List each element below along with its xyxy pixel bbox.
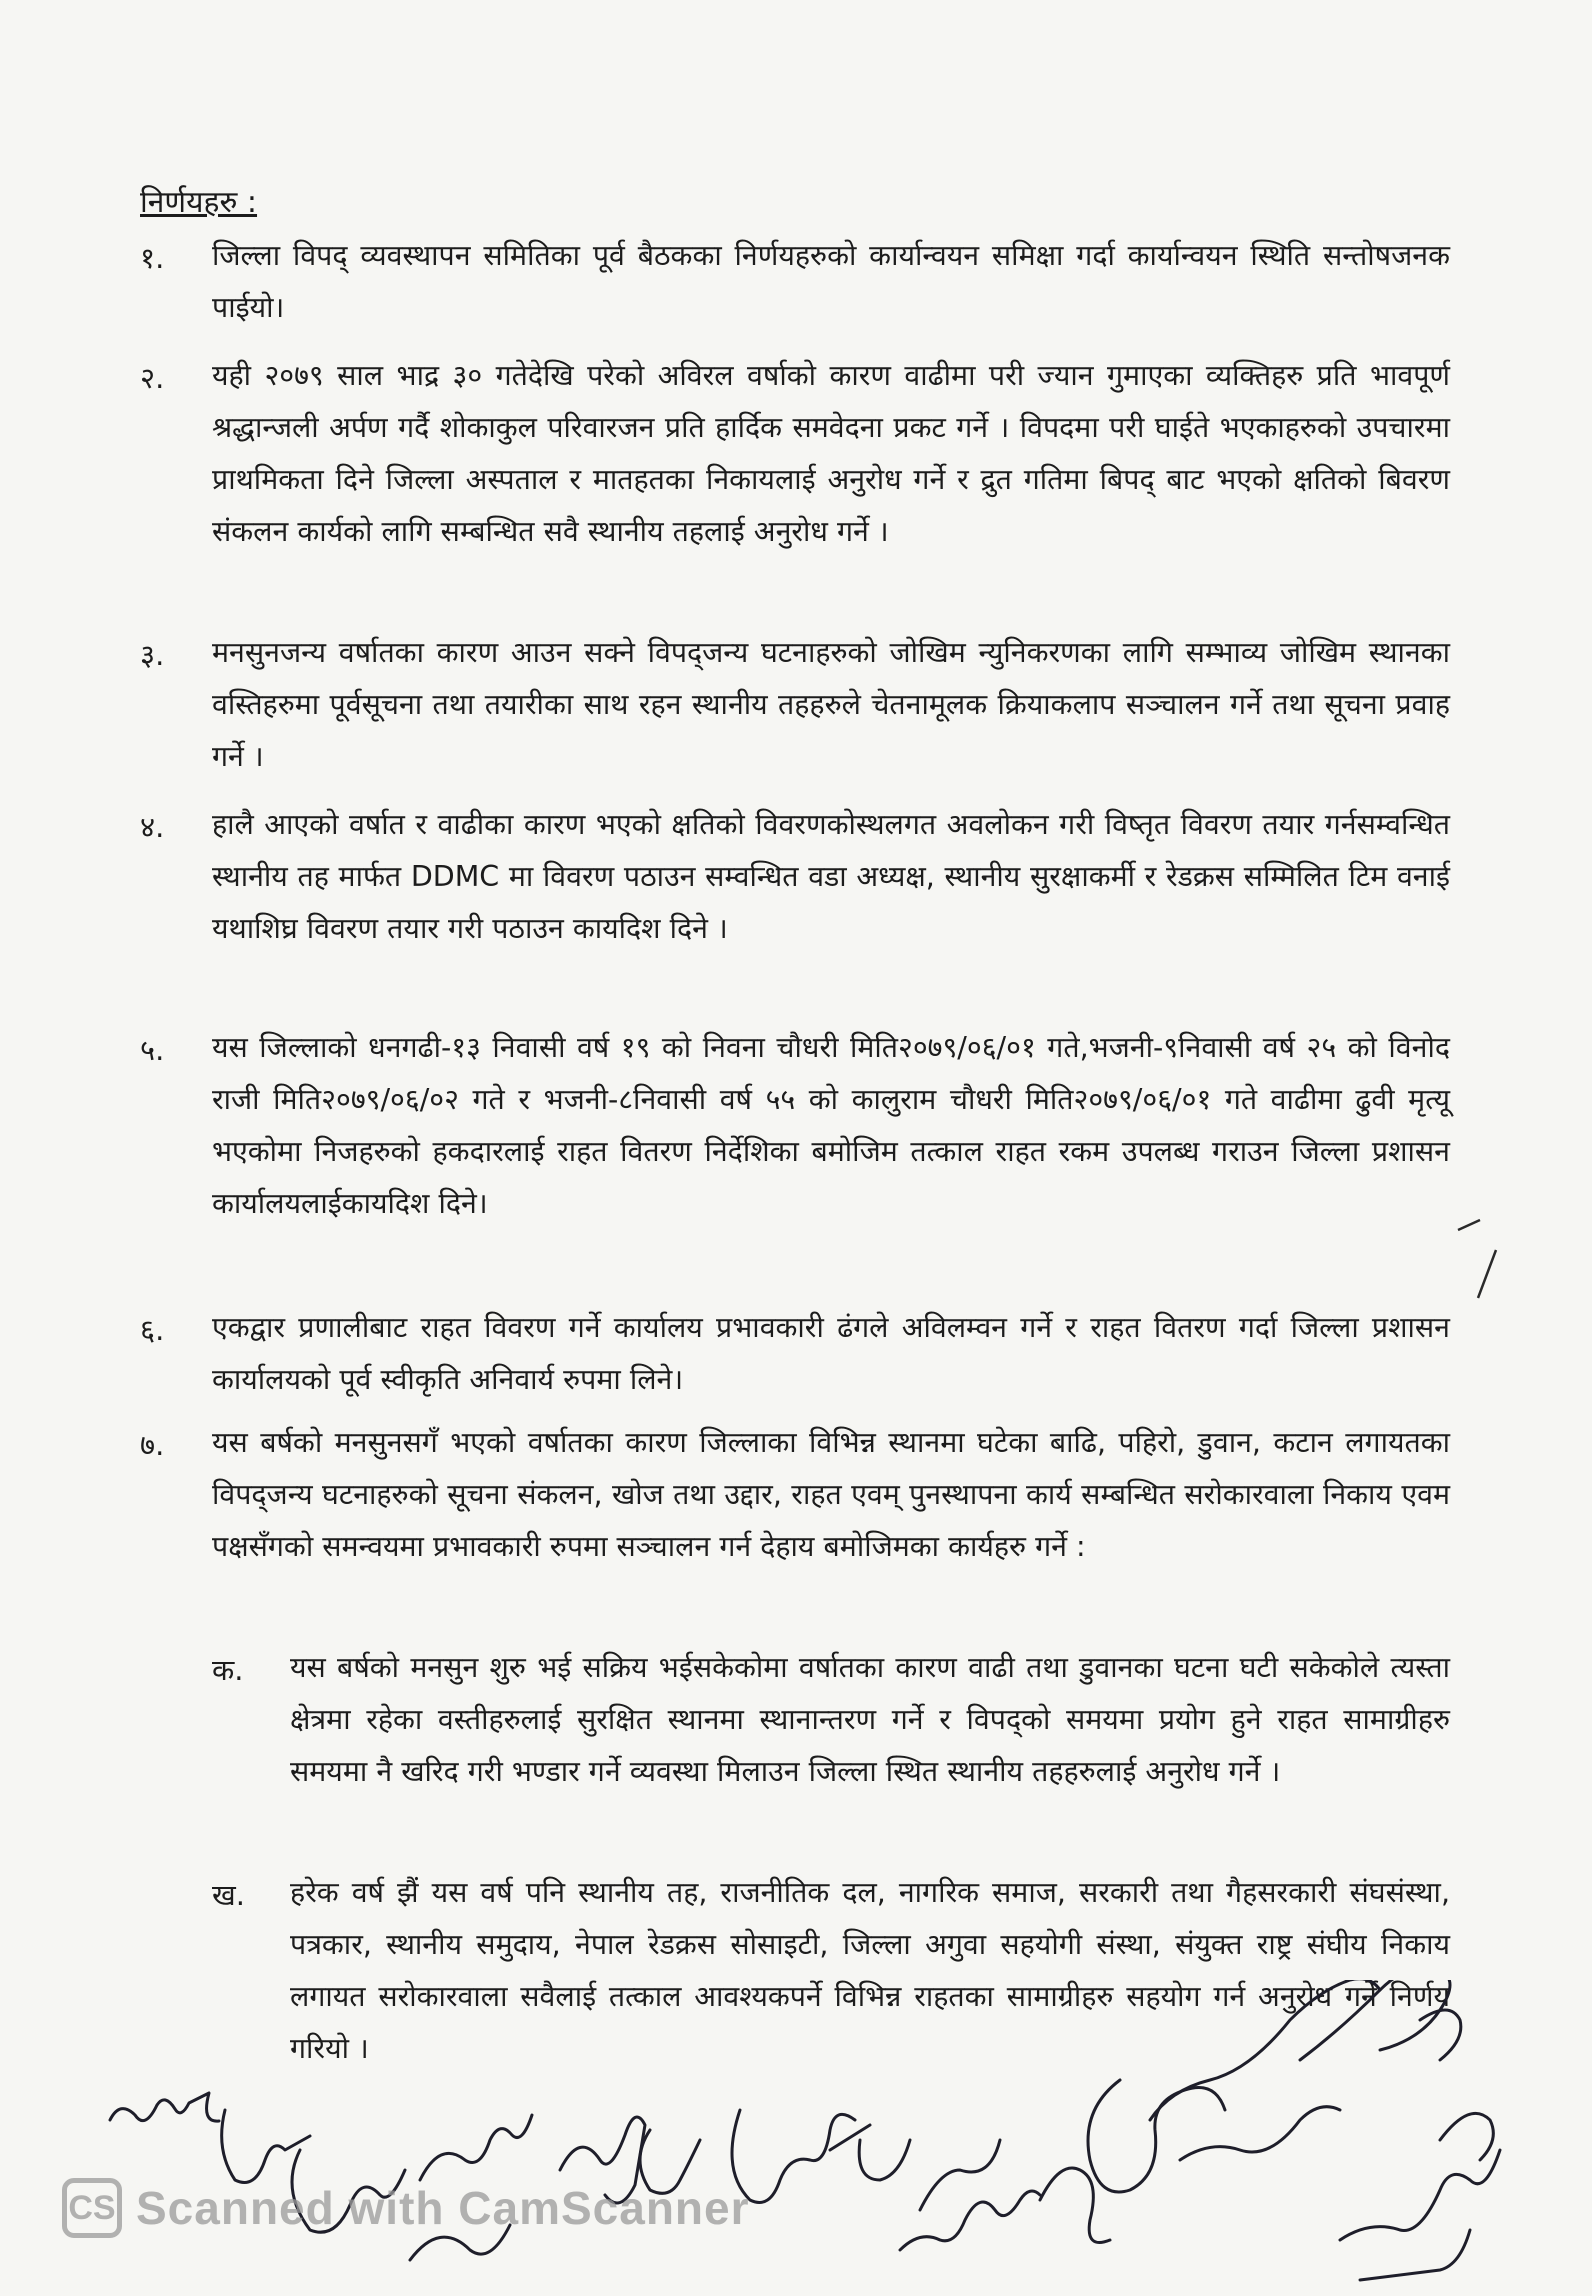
item-text: हालै आएको वर्षात र वाढीका कारण भएको क्षतिको विवरणकोस्थलगत अवलोकन गरी विष्तृत विवरण तयार गर्नसम्वन्धित स्थानीय तह मार्फत DDMC मा विवरण पठाउन सम्वन्धित वडा अध्यक्ष, स्थानीय सुरक्षाकर्मी र रेडक्रस सम्मिलित टिम वनाई यथाशिघ्र विवरण तयार गरी पठाउन कायदिश दिने । (212, 808, 1450, 945)
item-number: ६. (140, 1313, 165, 1347)
sub-item-number: क. (212, 1653, 244, 1687)
item-number: ७. (140, 1428, 165, 1462)
camscanner-logo-icon: CS (62, 2178, 122, 2238)
item-text: यस बर्षको मनसुनसगँ भएको वर्षातका कारण जिल्लाका विभिन्न स्थानमा घटेका बाढि, पहिरो, डुवान, कटान लगायतका विपद्जन्य घटनाहरुको सूचना संकलन, खोज तथा उद्दार, राहत एवम् पुनस्थापना कार्य सम्बन्धित सरोकारवाला निकाय एवम पक्षसँगको समन्वयमा प्रभावकारी रुपमा सञ्चालन गर्न देहाय बमोजिमका कार्यहरु गर्ने : (212, 1426, 1450, 1563)
watermark-text: Scanned with CamScanner (136, 2182, 750, 2234)
item-number: २. (140, 361, 165, 395)
margin-pen-marks (1440, 1210, 1520, 1300)
sub-item-text: यस बर्षको मनसुन शुरु भई सक्रिय भईसकेकोमा वर्षातका कारण वाढी तथा डुवानका घटना घटी सकेकोले त्यस्ता क्षेत्रमा रहेका वस्तीहरुलाई सुरक्षित स्थानमा स्थानान्तरण गर्ने र विपद्को समयमा प्रयोग हुने राहत सामाग्रीहरु समयमा नै खरिद गरी भण्डार गर्ने व्यवस्था मिलाउन जिल्ला स्थित स्थानीय तहहरुलाई अनुरोध गर्ने । (290, 1651, 1450, 1788)
sub-item-number: ख. (212, 1878, 245, 1912)
signatures-area (0, 1980, 1592, 2296)
sub-item-text: हरेक वर्ष झैं यस वर्ष पनि स्थानीय तह, राजनीतिक दल, नागरिक समाज, सरकारी तथा गैहसरकारी संघसंस्था, पत्रकार, स्थानीय समुदाय, नेपाल रेडक्रस सोसाइटी, जिल्ला अगुवा सहयोगी संस्था, संयुक्त राष्ट्र संघीय निकाय लगायत सरोकारवाला सवैलाई तत्काल आवश्यकपर्ने विभिन्न राहतका सामाग्रीहरु सहयोग गर्न अनुरोध गर्ने निर्णय गरियो । (290, 1876, 1450, 2065)
decisions-heading: निर्णयहरु : (140, 185, 258, 220)
item-text: जिल्ला विपद् व्यवस्थापन समितिका पूर्व बैठकका निर्णयहरुको कार्यान्वयन समिक्षा गर्दा कार्यान्वयन स्थिति सन्तोषजनक पाईयो। (212, 239, 1450, 324)
item-number: ३. (140, 638, 165, 672)
item-text: यही २०७९ साल भाद्र ३० गतेदेखि परेको अविरल वर्षाको कारण वाढीमा परी ज्यान गुमाएका व्यक्तिहरु प्रति भावपूर्ण श्रद्धान्जली अर्पण गर्दै शोकाकुल परिवारजन प्रति हार्दिक समवेदना प्रकट गर्ने । विपदमा परी घाईते भएकाहरुको उपचारमा प्राथमिकता दिने जिल्ला अस्पताल र मातहतका निकायलाई अनुरोध गर्ने र द्रुत गतिमा बिपद् बाट भएको क्षतिको बिवरण संकलन कार्यको लागि सम्बन्धित सवै स्थानीय तहलाई अनुरोध गर्ने । (212, 359, 1450, 548)
item-number: ४. (140, 810, 165, 844)
item-number: १. (140, 241, 165, 275)
camscanner-watermark (62, 2178, 750, 2238)
handwritten-signatures (0, 1980, 1592, 2296)
item-text: यस जिल्लाको धनगढी-१३ निवासी वर्ष १९ को निवना चौधरी मिति२०७९/०६/०१ गते,भजनी-९निवासी वर्ष २५ को विनोद राजी मिति२०७९/०६/०२ गते र भजनी-८निवासी वर्ष ५५ को कालुराम चौधरी मिति२०७९/०६/०१ गते वाढीमा ढुवी मृत्यू भएकोमा निजहरुको हकदारलाई राहत वितरण निर्देशिका बमोजिम तत्काल राहत रकम उपलब्ध गराउन जिल्ला प्रशासन कार्यालयलाईकायदिश दिने। (212, 1031, 1450, 1220)
item-number: ५. (140, 1033, 165, 1067)
item-text: मनसुनजन्य वर्षातका कारण आउन सक्ने विपद्जन्य घटनाहरुको जोखिम न्युनिकरणका लागि सम्भाव्य जोखिम स्थानका वस्तिहरुमा पूर्वसूचना तथा तयारीका साथ रहन स्थानीय तहहरुले चेतनामूलक क्रियाकलाप सञ्चालन गर्ने तथा सूचना प्रवाह गर्ने । (212, 636, 1450, 773)
item-text: एकद्वार प्रणालीबाट राहत विवरण गर्ने कार्यालय प्रभावकारी ढंगले अविलम्वन गर्ने र राहत वितरण गर्दा जिल्ला प्रशासन कार्यालयको पूर्व स्वीकृति अनिवार्य रुपमा लिने। (212, 1311, 1450, 1396)
